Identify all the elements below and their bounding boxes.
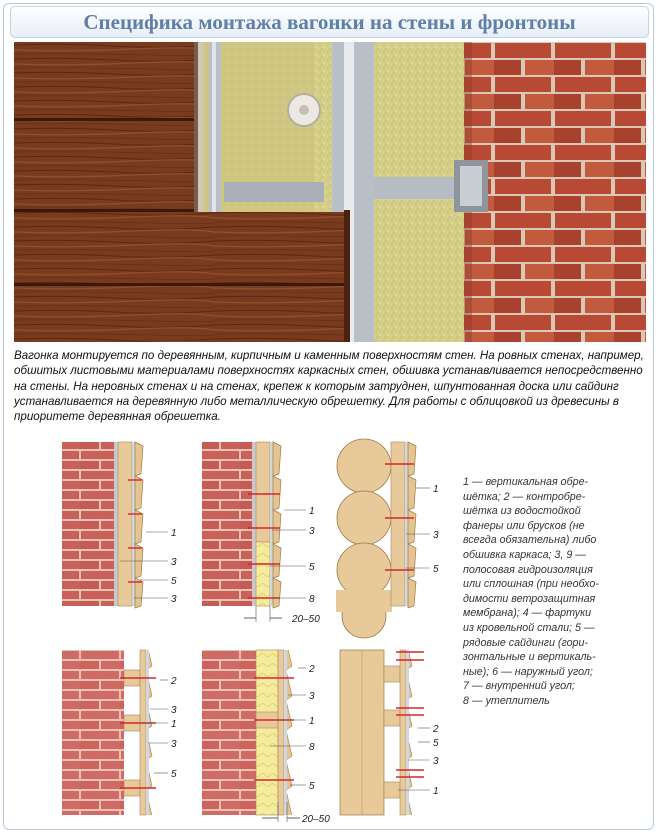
legend-line: 7 — внутренний угол;	[463, 680, 575, 693]
legend-line: фанеры или брусков (не	[463, 519, 585, 532]
diagram-3-label: 5	[433, 564, 439, 575]
diagram-log-wall-vertical	[340, 650, 439, 815]
diagram-brick-wall-batten	[62, 442, 177, 608]
diagram-6-label: 1	[433, 786, 439, 797]
diagram-6-label: 5	[433, 738, 439, 749]
diagram-4-label: 2	[171, 676, 177, 687]
diagram-2-label: 1	[309, 506, 315, 517]
diagram-2-label: 5	[309, 562, 315, 573]
legend-line: 1 — вертикальная обре-	[463, 476, 589, 488]
legend-line: 8 — утеплитель	[463, 694, 550, 707]
diagram-2-label: 8	[309, 594, 315, 605]
diagram-3-label: 1	[433, 484, 439, 495]
diagram-2-label: 3	[309, 526, 315, 537]
diagram-1-label: 5	[171, 576, 177, 587]
diagram-4-label: 5	[171, 769, 177, 780]
diagram-3-label: 3	[433, 530, 439, 541]
legend-line: зонтальные и вертикаль-	[463, 651, 596, 664]
legend-line: всегда обязательна) либо	[463, 534, 597, 547]
diagram-5-label: 2	[309, 664, 315, 675]
diagram-4-label: 3	[171, 705, 177, 716]
legend-line: обшивка каркаса; 3, 9 —	[463, 548, 586, 561]
diagram-5-label: 5	[309, 781, 315, 792]
diagram-4-label: 1	[171, 719, 177, 730]
wall-photo	[14, 42, 646, 342]
legend-line: ные); 6 — наружный угол;	[463, 665, 593, 678]
diagram-1-label: 3	[171, 594, 177, 605]
diagram-brick-wall-vertical-insulated	[202, 650, 330, 825]
legend-line: полосовая гидроизоляция	[463, 563, 593, 576]
diagram-brick-wall-vertical	[62, 650, 177, 815]
legend-line: из кровельной стали; 5 —	[463, 621, 595, 634]
page-title: Специфика монтажа вагонки на стены и фронтоны	[10, 6, 649, 38]
legend-line: шётка; 2 — контробре-	[463, 490, 586, 503]
description-text: Вагонка монтируется по деревянным, кирпичным и каменным поверхностям стен. На ровных стенах, например, обшитых листовыми материалами поверхностях каркасных стен, обшивка устанавливается непосредственно на стены. На неровных стенах и на стенах, крепеж к которым затруднен, шпунтованная доска или сайдинг устанавливается на деревянную либо металлическую обрешетку. Для работы с облицовкой из древесины в приоритете деревянная обрешетка.	[14, 349, 644, 424]
diagram-5-label: 3	[309, 691, 315, 702]
legend-line: рядовые сайдинги (гори-	[463, 636, 588, 649]
diagram-brick-wall-insulated	[202, 442, 320, 625]
legend-line: или сплошная (при необхо-	[463, 578, 599, 591]
diagram-6-label: 2	[433, 724, 439, 735]
diagram-1-label: 3	[171, 557, 177, 568]
diagram-5-label: 1	[309, 716, 315, 727]
diagram-legend	[463, 475, 613, 709]
diagram-6-label: 3	[433, 756, 439, 767]
diagram-log-wall	[336, 439, 439, 638]
diagram-5-dimension: 20–50	[302, 814, 330, 825]
legend-line: димости ветрозащитная	[463, 592, 596, 605]
diagram-5-label: 8	[309, 742, 315, 753]
diagram-2-dimension: 20–50	[292, 614, 320, 625]
legend-line: мембрана); 4 — фартуки	[463, 607, 592, 620]
diagram-1-label: 1	[171, 528, 177, 539]
diagram-4-label: 3	[171, 739, 177, 750]
legend-line: шётка из водостойкой	[463, 505, 581, 518]
